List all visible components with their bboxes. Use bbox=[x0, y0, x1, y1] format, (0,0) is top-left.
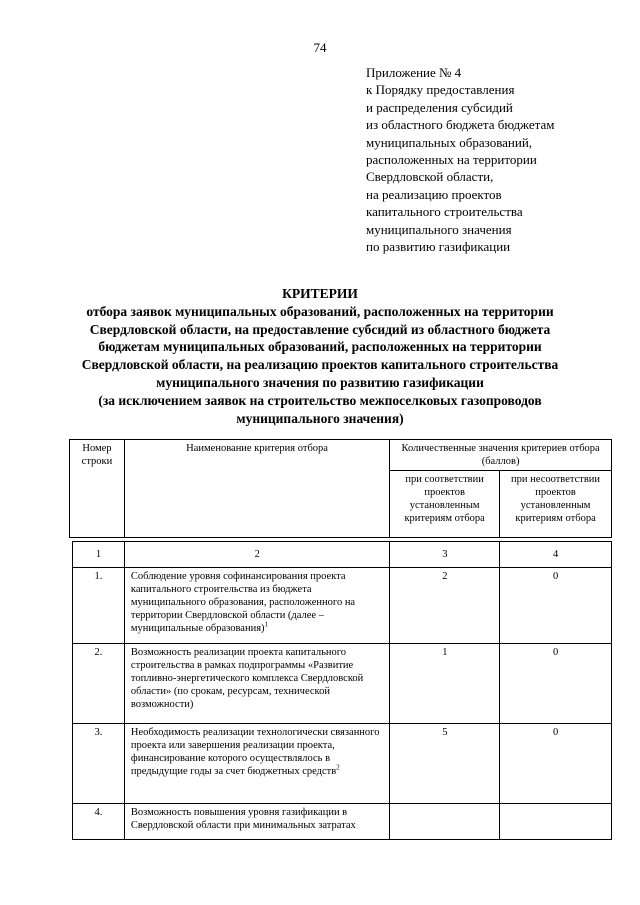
footnote-ref: 2 bbox=[336, 763, 340, 772]
table-row bbox=[73, 568, 612, 644]
row-number: 1. bbox=[73, 568, 125, 644]
row-number: 2. bbox=[73, 644, 125, 724]
criterion-name: Соблюдение уровня софинансирования проекта капитального строительства из бюджета муниципального образования, расположенного на территории Свердловской области (далее – муниципальные образования)$^1$ bbox=[124, 568, 390, 644]
title-line: (за исключением заявок на строительство межпоселковых газопроводов bbox=[98, 392, 542, 408]
title-line: бюджетам муниципальных образований, расположенных на территории bbox=[98, 339, 542, 355]
match-score bbox=[390, 804, 500, 840]
appendix-line: капитального строительства bbox=[366, 204, 523, 220]
column-number: 1 bbox=[73, 542, 125, 568]
criterion-name: Необходимость реализации технологически связанного проекта или завершения реализации проекта, финансирование которого осуществлялось в предыдущие годы за счет бюджетных средств$^2$ bbox=[124, 724, 390, 804]
title-line: Свердловской области, на предоставление субсидий из областного бюджета bbox=[89, 321, 551, 337]
row-number: 3. bbox=[73, 724, 125, 804]
appendix-line: по развитию газификации bbox=[366, 239, 511, 255]
title-heading: КРИТЕРИИ bbox=[282, 286, 358, 301]
header-row-number: Номер строки bbox=[70, 440, 125, 538]
header-mismatch: при несоответствии проектов установленным критериям отбора bbox=[500, 471, 612, 538]
criteria-table-header bbox=[69, 439, 612, 538]
appendix-line: муниципальных образований, bbox=[366, 134, 533, 150]
footnote-ref: 1 bbox=[264, 620, 269, 629]
mismatch-score: 0 bbox=[500, 568, 612, 644]
criterion-name: Возможность повышения уровня газификации в Свердловской области при минимальных затратах bbox=[124, 804, 390, 840]
mismatch-score: 0 bbox=[500, 644, 612, 724]
column-number: 3 bbox=[390, 542, 500, 568]
page-number: 74 bbox=[313, 40, 327, 55]
table-row bbox=[73, 804, 612, 840]
appendix-note bbox=[366, 64, 636, 255]
match-score: 1 bbox=[390, 644, 500, 724]
row-number: 4. bbox=[73, 804, 125, 840]
appendix-line: муниципального значения bbox=[366, 221, 512, 237]
appendix-line: и распределения субсидий bbox=[366, 99, 513, 115]
title-line: отбора заявок муниципальных образований, расположенных на территории bbox=[86, 303, 554, 319]
column-number: 2 bbox=[124, 542, 390, 568]
table-row bbox=[73, 644, 612, 724]
match-score: 5 bbox=[390, 724, 500, 804]
title-line: муниципального значения по развитию газификации bbox=[156, 374, 484, 390]
header-match: при соответствии проектов установленным критериям отбора bbox=[390, 471, 500, 538]
match-score: 2 bbox=[390, 568, 500, 644]
document-title bbox=[40, 285, 600, 427]
title-line: муниципального значения) bbox=[236, 410, 404, 426]
column-number: 4 bbox=[500, 542, 612, 568]
appendix-line: на реализацию проектов bbox=[366, 186, 502, 202]
appendix-line: расположенных на территории bbox=[366, 152, 537, 168]
criterion-name: Возможность реализации проекта капитального строительства в рамках подпрограммы «Развитие топливно-энергетического комплекса Свердловской области» (по срокам, ресурсам, технической возможности) bbox=[124, 644, 390, 724]
mismatch-score: 0 bbox=[500, 724, 612, 804]
title-line: Свердловской области, на реализацию проектов капитального строительства bbox=[81, 357, 559, 373]
appendix-line: Приложение № 4 bbox=[366, 65, 462, 80]
table-row bbox=[73, 724, 612, 804]
criteria-table bbox=[72, 541, 612, 840]
header-quantitative: Количественные значения критериев отбора (баллов) bbox=[390, 440, 612, 471]
appendix-line: из областного бюджета бюджетам bbox=[366, 117, 555, 133]
column-number-row bbox=[73, 542, 612, 568]
mismatch-score bbox=[500, 804, 612, 840]
appendix-line: к Порядку предоставления bbox=[366, 82, 515, 98]
header-criterion-name: Наименование критерия отбора bbox=[124, 440, 389, 538]
appendix-line: Свердловской области, bbox=[366, 169, 494, 185]
